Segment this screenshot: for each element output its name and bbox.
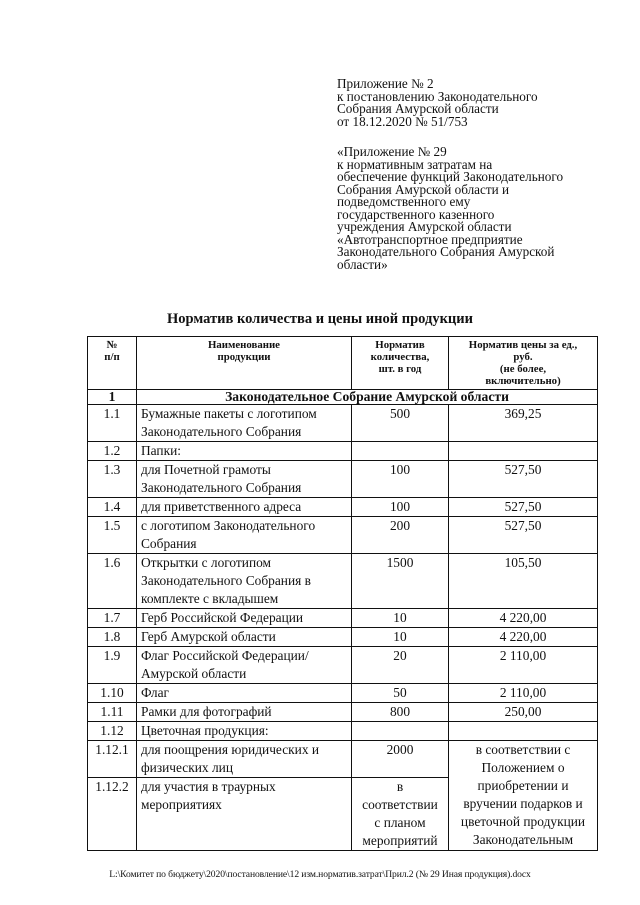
row-qty: 1500 bbox=[352, 554, 449, 609]
table-row bbox=[88, 554, 598, 609]
row-num: 1.12 bbox=[88, 722, 137, 741]
row-price: 527,50 bbox=[449, 517, 598, 554]
row-name: Герб Российской Федерации bbox=[137, 609, 352, 628]
row-num: 1.3 bbox=[88, 461, 137, 498]
row-qty: 50 bbox=[352, 684, 449, 703]
table-row bbox=[88, 628, 598, 647]
row-qty: в соответствии с планом мероприятий bbox=[352, 778, 449, 851]
table-row bbox=[88, 722, 598, 741]
row-qty bbox=[352, 722, 449, 741]
document-title: Норматив количества и цены иной продукции bbox=[167, 311, 473, 327]
row-name: для приветственного адреса bbox=[137, 498, 352, 517]
row-num: 1.10 bbox=[88, 684, 137, 703]
row-qty: 2000 bbox=[352, 741, 449, 778]
row-name: Рамки для фотографий bbox=[137, 703, 352, 722]
row-name: Открытки с логотипом Законодательного Собрания в комплекте с вкладышем bbox=[137, 554, 352, 609]
table-row bbox=[88, 405, 598, 442]
merged-price-cell: в соответствии с Положением о приобретении и вручении подарков и цветочной продукции Законодательным bbox=[449, 741, 598, 851]
table-row bbox=[88, 609, 598, 628]
table-header-row bbox=[88, 337, 598, 390]
row-qty: 20 bbox=[352, 647, 449, 684]
row-qty: 200 bbox=[352, 517, 449, 554]
section-num: 1 bbox=[88, 390, 137, 405]
section-row bbox=[88, 390, 598, 405]
row-num: 1.4 bbox=[88, 498, 137, 517]
row-price bbox=[449, 442, 598, 461]
table-row bbox=[88, 461, 598, 498]
row-name: Флаг Российской Федерации/ Амурской области bbox=[137, 647, 352, 684]
row-price bbox=[449, 722, 598, 741]
table-row bbox=[88, 498, 598, 517]
header-price: Норматив цены за ед., руб. (не более, включительно) bbox=[449, 337, 598, 390]
row-name: Флаг bbox=[137, 684, 352, 703]
row-name: Папки: bbox=[137, 442, 352, 461]
row-num: 1.2 bbox=[88, 442, 137, 461]
row-qty: 100 bbox=[352, 498, 449, 517]
row-qty: 800 bbox=[352, 703, 449, 722]
row-num: 1.9 bbox=[88, 647, 137, 684]
row-num: 1.6 bbox=[88, 554, 137, 609]
row-num: 1.11 bbox=[88, 703, 137, 722]
row-num: 1.8 bbox=[88, 628, 137, 647]
row-price: 250,00 bbox=[449, 703, 598, 722]
row-name: Цветочная продукция: bbox=[137, 722, 352, 741]
annex-header: Приложение № 2 к постановлению Законодательного Собрания Амурской области от 18.12.2020 № 51/753 bbox=[337, 76, 538, 129]
row-price: 2 110,00 bbox=[449, 647, 598, 684]
table-row bbox=[88, 647, 598, 684]
table-row bbox=[88, 703, 598, 722]
footer-file-path: L:\Комитет по бюджету\2020\постановление\12 изм.норматив.затрат\Прил.2 (№ 29 Иная продукция).docx bbox=[109, 869, 531, 880]
table-row bbox=[88, 684, 598, 703]
row-price: 2 110,00 bbox=[449, 684, 598, 703]
row-price: 527,50 bbox=[449, 461, 598, 498]
row-qty: 10 bbox=[352, 628, 449, 647]
row-qty bbox=[352, 442, 449, 461]
row-price: 369,25 bbox=[449, 405, 598, 442]
table-row bbox=[88, 741, 598, 778]
annex29-header: «Приложение № 29 к нормативным затратам на обеспечение функций Законодательного Собрания Амурской области и подведомственного ему государственного казенного учреждения Амурской области «Автотранспортное предприятие Законодательного Собрания Амурской области» bbox=[337, 144, 564, 272]
row-num: 1.12.2 bbox=[88, 778, 137, 851]
row-price: 105,50 bbox=[449, 554, 598, 609]
header-name: Наименование продукции bbox=[137, 337, 352, 390]
row-name: для поощрения юридических и физических лиц bbox=[137, 741, 352, 778]
row-name: для участия в траурных мероприятиях bbox=[137, 778, 352, 851]
row-num: 1.7 bbox=[88, 609, 137, 628]
row-num: 1.1 bbox=[88, 405, 137, 442]
row-name: Герб Амурской области bbox=[137, 628, 352, 647]
row-price: 527,50 bbox=[449, 498, 598, 517]
row-price: 4 220,00 bbox=[449, 628, 598, 647]
row-num: 1.12.1 bbox=[88, 741, 137, 778]
row-qty: 500 bbox=[352, 405, 449, 442]
table-row bbox=[88, 442, 598, 461]
row-name: для Почетной грамоты Законодательного Собрания bbox=[137, 461, 352, 498]
header-qty: Норматив количества, шт. в год bbox=[352, 337, 449, 390]
header-num: № п/п bbox=[88, 337, 137, 390]
row-price: 4 220,00 bbox=[449, 609, 598, 628]
row-name: Бумажные пакеты с логотипом Законодательного Собрания bbox=[137, 405, 352, 442]
norm-table bbox=[87, 336, 598, 851]
section-name: Законодательное Собрание Амурской области bbox=[137, 390, 598, 405]
row-name: с логотипом Законодательного Собрания bbox=[137, 517, 352, 554]
row-num: 1.5 bbox=[88, 517, 137, 554]
table-row bbox=[88, 517, 598, 554]
row-qty: 10 bbox=[352, 609, 449, 628]
row-qty: 100 bbox=[352, 461, 449, 498]
